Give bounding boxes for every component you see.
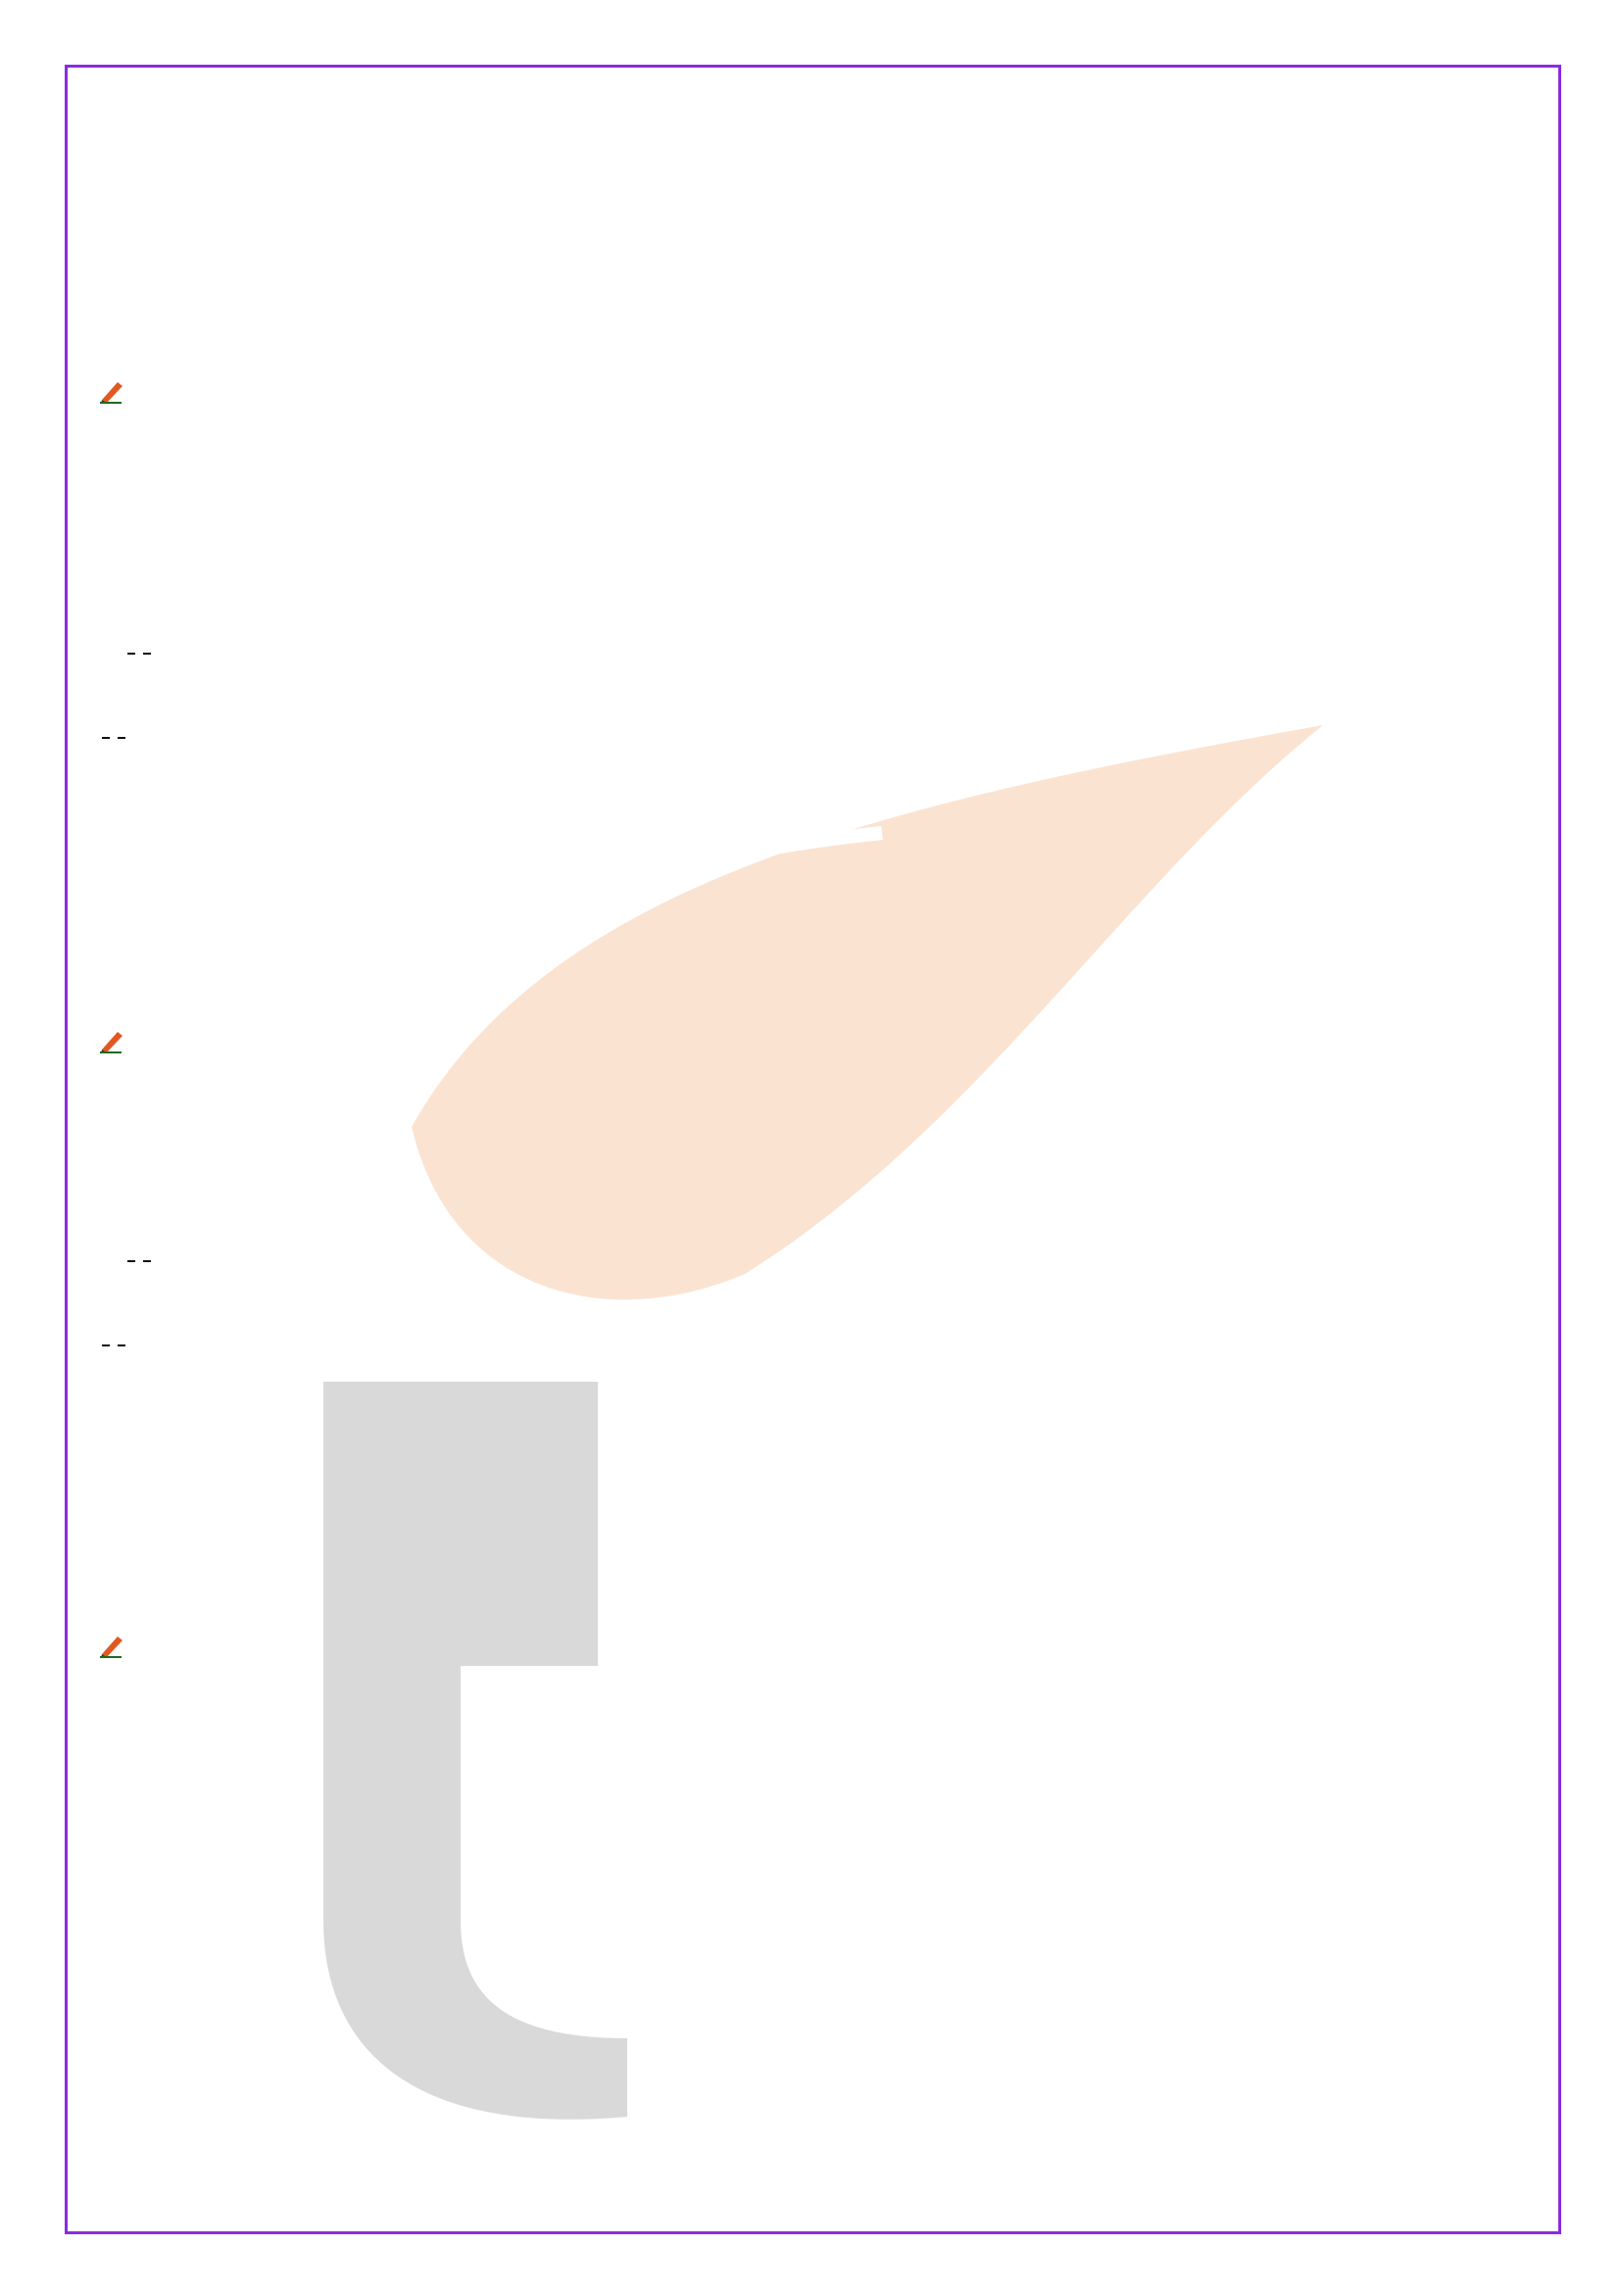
answer-7-heading xyxy=(98,376,131,406)
pen-icon xyxy=(98,376,127,406)
answer-8-equation-1 xyxy=(98,1241,155,1281)
fraction xyxy=(127,1254,135,1268)
pen-icon xyxy=(98,1026,127,1055)
fraction xyxy=(102,1339,110,1352)
fraction xyxy=(118,731,125,745)
page-border xyxy=(65,65,1561,2234)
fraction xyxy=(143,647,151,660)
fraction xyxy=(127,647,135,660)
fraction xyxy=(102,731,110,745)
answer-7-equation-1 xyxy=(98,633,155,673)
answer-7-equation-2 xyxy=(98,731,129,745)
combination-term xyxy=(98,1241,99,1281)
combination-term xyxy=(111,633,112,673)
answer-8-line-3 xyxy=(98,1157,99,1195)
answer-9-heading xyxy=(98,1631,131,1660)
combination-term xyxy=(111,1241,112,1281)
fraction xyxy=(118,1339,125,1352)
answer-8-equation-2 xyxy=(98,1339,129,1352)
fraction xyxy=(143,1254,151,1268)
answer-8-heading xyxy=(98,1026,131,1055)
answer-8-line-2 xyxy=(98,1113,99,1150)
answer-7-line-3 xyxy=(98,506,99,543)
pen-icon xyxy=(98,1631,127,1660)
combination-term xyxy=(98,633,99,673)
answer-7-line-4 xyxy=(98,550,99,587)
